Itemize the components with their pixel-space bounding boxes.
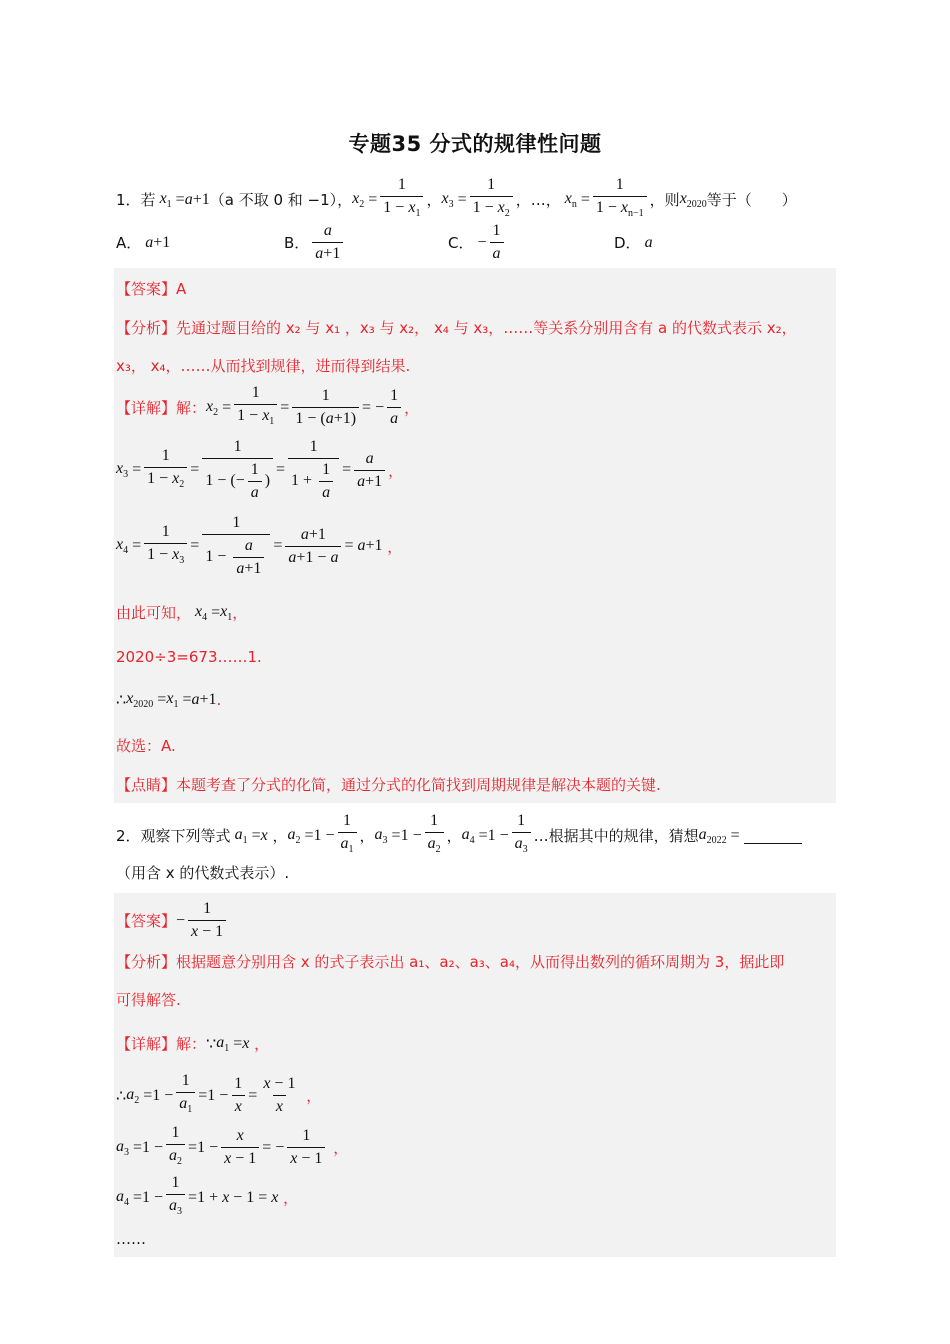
q1-stem-mid: ，…， bbox=[515, 191, 561, 209]
q1-analysis-line2: x₃， x₄，……从而找到规律，进而得到结果. bbox=[116, 357, 411, 375]
q1-detail-x3: $x_3$ = $\frac{1}{1 - x_2}$ = 1 1 − (− $\frac{1}{a}$ ) = 1 1 + $\frac{1}{a}$ = $\frac{a}{a+1}$ ， bbox=[116, 438, 404, 501]
q2-ellipsis: …… bbox=[116, 1230, 146, 1248]
q2-detail-a3: $a_3$ =1 − $\frac{1}{a_2}$ =1 − $\frac{x}{x - 1}$ = − $\frac{1}{x - 1}$ ， bbox=[116, 1124, 348, 1171]
q2-analysis-line2: 可得解答. bbox=[116, 991, 181, 1009]
q1-stem-prefix: 若 bbox=[140, 191, 156, 209]
q1-detail-x4: $x_4$ = $\frac{1}{1 - x_3}$ = 1 1 − $\frac{a}{a+1}$ = $\frac{a+1}{a+1 - a}$ = a+1 ， bbox=[116, 514, 403, 577]
q1-detail-x2: 【详解】解： $x_2$ = $\frac{1}{1 - x_1}$ = $\frac{1}{1 - (a+1)}$ = − $\frac{1}{a}$ ， bbox=[116, 384, 419, 431]
q2-detail-a1: 【详解】解： ∵ $a_1$ = x ， bbox=[116, 1033, 270, 1054]
q2-detail-a2: ∴ $a_2$ =1 − $\frac{1}{a_1}$ =1 − $\frac{1}{x}$ = $\frac{x - 1}{x}$ ， bbox=[116, 1072, 321, 1119]
q1-analysis-line1: 【分析】先通过题目给的 x₂ 与 x₁ ，x₃ 与 x₂， x₄ 与 x₃，……等关系分别用含有 a 的代数式表示 x₂， bbox=[116, 319, 797, 337]
q2-stem-tail: …根据其中的规律，猜想 bbox=[533, 827, 699, 845]
q1-option-d[interactable]: D． a bbox=[614, 233, 653, 252]
q1-answer: 【答案】A bbox=[116, 280, 187, 298]
q2-number: 2． bbox=[116, 827, 141, 845]
q2-answer-blank[interactable] bbox=[744, 827, 802, 844]
q2-stem-prefix: 观察下列等式 bbox=[140, 827, 231, 845]
q1-comment: 【点睛】本题考查了分式的化简，通过分式的化简找到周期规律是解决本题的关键. bbox=[116, 776, 661, 794]
q1-stem: 1． 若 $x_1$ = a +1 （a 不取 0 和 −1）， $x_2$ = $\frac{1}{1 - x_1}$ ， $x_3$ = $\frac{1}{1 - x_2}$ ，…， $x_n$ = $\frac{1}{1 - x_{n-1}}$ ，则 $x_{2020}$ 等于（ ） bbox=[116, 176, 797, 223]
q1-stem-end: ，则 bbox=[649, 191, 680, 209]
q1-option-c[interactable]: C． − $\frac{1}{a}$ bbox=[448, 222, 507, 263]
q1-calc: 2020÷3=673……1. bbox=[116, 648, 262, 666]
q2-stem: 2． 观察下列等式 $a_1$ = x ， $a_2$ =1 − $\frac{1}{a_1}$ ， $a_3$ =1 − $\frac{1}{a_2}$ ， $a_4$ =1 − $\frac{1}{a_3}$ …根据其中的规律，猜想 $a_{2022}$ = bbox=[116, 812, 802, 859]
q1-stem-cond: （a 不取 0 和 −1）， bbox=[209, 191, 353, 209]
q2-analysis-line1: 【分析】根据题意分别用含 x 的式子表示出 a₁、a₂、a₃、a₄，从而得出数列的循环周期为 3，据此即 bbox=[116, 953, 785, 971]
q1-detail-tag: 【详解】解： bbox=[116, 399, 207, 417]
q1-result: ∴ $x_{2020}$ = $x_1$ = a +1 . bbox=[116, 690, 222, 710]
q1-option-a[interactable]: A． a +1 bbox=[116, 233, 171, 252]
q1-stem-tail: 等于（ ） bbox=[706, 191, 797, 209]
q2-answer: 【答案】 − $\frac{1}{x - 1}$ bbox=[116, 900, 229, 941]
q2-detail-a4: $a_4$ =1 − $\frac{1}{a_3}$ =1 + x − 1 = x ， bbox=[116, 1174, 298, 1221]
q1-choice: 故选：A. bbox=[116, 737, 176, 755]
q1-conclusion: 由此可知， $x_4$ = $x_1$ ， bbox=[116, 602, 248, 623]
q1-number: 1． bbox=[116, 191, 141, 209]
q2-stem-line2: （用含 x 的代数式表示）. bbox=[116, 864, 290, 882]
page-title: 专题35 分式的规律性问题 bbox=[348, 132, 602, 156]
q1-option-b[interactable]: B． $\frac{a}{a+1}$ bbox=[284, 222, 346, 263]
